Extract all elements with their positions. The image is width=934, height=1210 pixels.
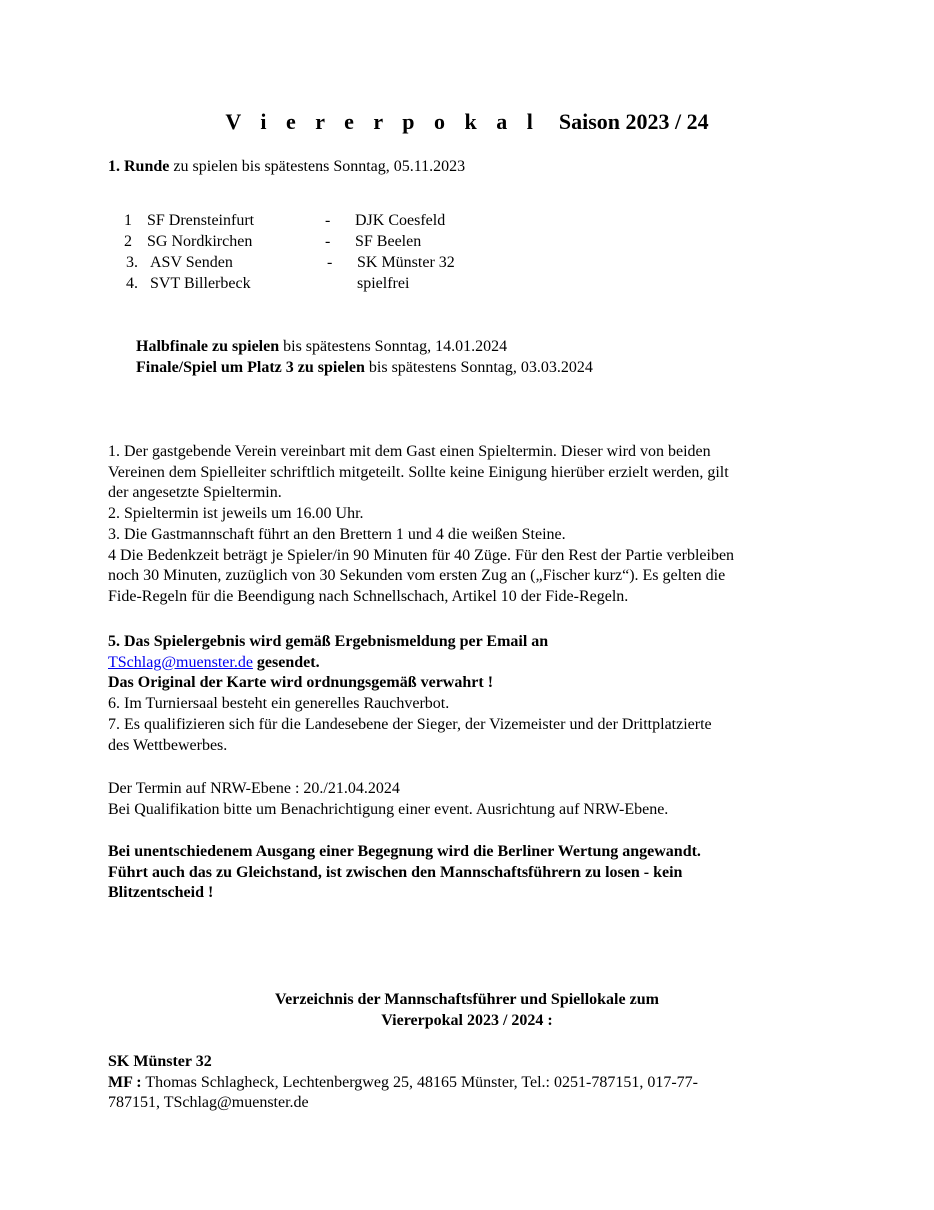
club-name: SK Münster 32 [108,1053,212,1070]
final-text: bis spätestens Sonntag, 03.03.2024 [364,359,593,376]
match-number: 3. [126,254,138,271]
rule4-line2: noch 30 Minuten, zuzüglich von 30 Sekunden vom ersten Zug an („Fischer kurz“). Es gelten die [108,567,726,585]
match-separator: - [325,233,331,250]
rule7-line2: des Wettbewerbes. [108,736,228,754]
semifinal-line [136,336,507,357]
rule2: 2. Spieltermin ist jeweils um 16.00 Uhr. [108,505,364,523]
rule5-sent: gesendet. [252,653,320,671]
rule4-line1: 4 Die Bedenkzeit beträgt je Spieler/in 90 Minuten für 40 Züge. Für den Rest der Partie verbleiben [108,546,735,564]
rule6: 6. Im Turniersaal besteht ein generelles Rauchverbot. [108,695,450,713]
rule1-line3: der angesetzte Spieltermin. [108,484,282,502]
rule1-line1: 1. Der gastgebende Verein vereinbart mit dem Gast einen Spieltermin. Dieser wird von beiden [108,443,711,460]
rule3: 3. Die Gastmannschaft führt an den Brettern 1 und 4 die weißen Steine. [108,525,566,543]
tiebreak-line2: Führt auch das zu Gleichstand, ist zwischen den Mannschaftsführern zu losen - kein [108,863,683,881]
match-away: SF Beelen [355,233,422,250]
title-season: Saison 2023 / 24 [558,109,709,134]
match-away: SK Münster 32 [357,254,455,271]
directory-heading-line2: Viererpokal 2023 / 2024 : [381,1012,553,1029]
rule7-line1: 7. Es qualifizieren sich für die Landesebene der Sieger, der Vizemeister und der Drittplatzierte [108,715,712,733]
match-home: SG Nordkirchen [147,233,253,250]
rule4-line3: Fide-Regeln für die Beendigung nach Schnellschach, Artikel 10 der Fide-Regeln. [108,587,629,605]
final-label: Finale/Spiel um Platz 3 zu spielen [136,359,365,376]
semifinal-label: Halbfinale zu spielen [136,338,280,355]
page-title [0,109,934,135]
nrw-date: Der Termin auf NRW-Ebene : 20./21.04.2024 [108,780,400,797]
rule1-line2: Vereinen dem Spielleiter schriftlich mitgeteilt. Sollte keine Einigung hierüber erzielt werden, gilt [108,463,729,481]
mf-label: MF : [108,1073,142,1091]
rules-block-2 [108,632,828,756]
club-block [108,1052,828,1114]
rules-block [108,442,828,608]
nrw-block [108,779,828,820]
rule5-line3: Das Original der Karte wird ordnungsgemäß verwahrt ! [108,674,494,692]
match-home: SF Drensteinfurt [147,212,255,229]
tiebreak-line1: Bei unentschiedenem Ausgang einer Begegnung wird die Berliner Wertung angewandt. [108,843,701,860]
club-mf-line2: 787151, TSchlag@muenster.de [108,1094,309,1112]
match-number: 2 [124,233,132,250]
mf-details: Thomas Schlagheck, Lechtenbergweg 25, 48165 Münster, Tel.: 0251-787151, 017-77- [141,1073,698,1091]
club-mf-line1 [108,1073,828,1094]
semifinal-text: bis spätestens Sonntag, 14.01.2024 [279,338,508,355]
match-separator: - [327,254,333,271]
match-away: DJK Coesfeld [355,212,446,229]
match-home: ASV Senden [150,254,233,271]
tiebreak-line3: Blitzentscheid ! [108,884,214,902]
final-line [136,357,593,378]
title-competition: V i e r e r p o k a l [225,109,540,134]
rule5-line1: 5. Das Spielergebnis wird gemäß Ergebnismeldung per Email an [108,633,549,650]
email-link[interactable]: TSchlag@muenster.de [108,653,253,671]
round1-label: 1. Runde [108,158,170,175]
directory-heading-line1: Verzeichnis der Mannschaftsführer und Spiellokale zum [275,991,659,1008]
round1-line [108,156,465,177]
rule5-line2 [108,653,828,674]
round1-text: zu spielen bis spätestens Sonntag, 05.11.2023 [169,158,466,175]
match-number: 1 [124,212,132,229]
match-away: spielfrei [357,275,410,292]
tiebreak-block [108,842,828,904]
match-home: SVT Billerbeck [150,275,251,292]
match-number: 4. [126,275,138,292]
match-separator: - [325,212,331,229]
nrw-note: Bei Qualifikation bitte um Benachrichtigung einer event. Ausrichtung auf NRW-Ebene. [108,800,669,818]
